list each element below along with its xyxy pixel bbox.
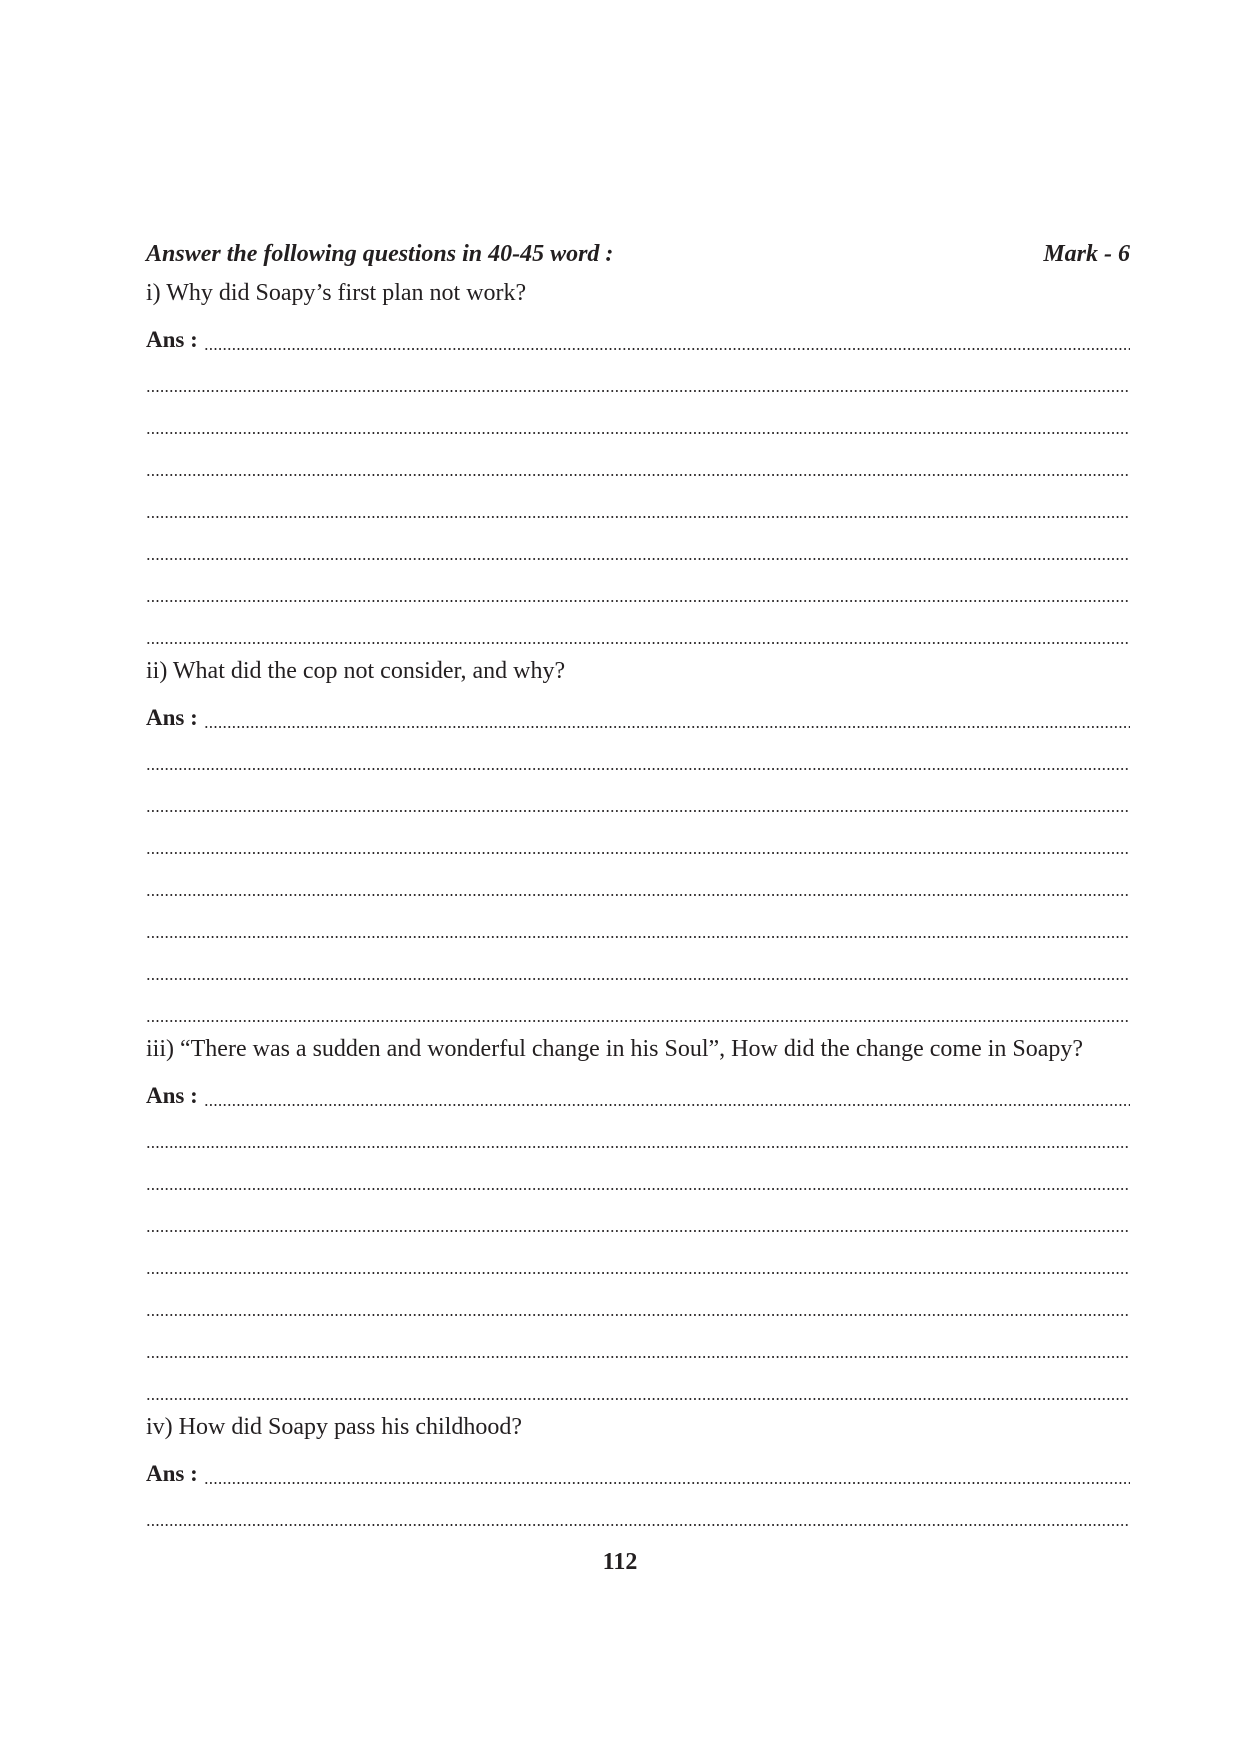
- answer-line[interactable]: [146, 1112, 1130, 1154]
- answer-label: Ans :: [146, 1083, 198, 1108]
- dotted-answer-rule: [146, 894, 1130, 896]
- question-block: [146, 272, 1130, 650]
- dotted-answer-rule: [146, 1524, 1130, 1526]
- dotted-answer-rule: [146, 1314, 1130, 1316]
- dotted-answer-rule: [204, 348, 1130, 350]
- dotted-answer-rule: [146, 978, 1130, 980]
- answer-line[interactable]: [146, 692, 1130, 734]
- answer-line[interactable]: [146, 1280, 1130, 1322]
- answer-line[interactable]: [146, 734, 1130, 776]
- answer-line[interactable]: [146, 818, 1130, 860]
- question-text: iv) How did Soapy pass his childhood?: [146, 1414, 522, 1440]
- dotted-answer-rule: [146, 936, 1130, 938]
- instruction-heading: Answer the following questions in 40-45 word :: [146, 241, 614, 267]
- worksheet: [146, 236, 1130, 1532]
- question-text: iii) “There was a sudden and wonderful change in his Soul”, How did the change come in Soapy?: [146, 1036, 1084, 1062]
- dotted-answer-rule: [146, 1272, 1130, 1274]
- question-block: [146, 1406, 1130, 1532]
- section-header: [146, 236, 1130, 272]
- dotted-answer-rule: [146, 852, 1130, 854]
- answer-line[interactable]: [146, 1154, 1130, 1196]
- dotted-answer-rule: [146, 810, 1130, 812]
- marks-label: Mark - 6: [1043, 241, 1130, 267]
- answer-line[interactable]: [146, 1448, 1130, 1490]
- answer-label: Ans :: [146, 327, 198, 352]
- question-list: [146, 272, 1130, 1532]
- dotted-answer-rule: [204, 1482, 1130, 1484]
- answer-label: Ans :: [146, 1461, 198, 1486]
- dotted-answer-rule: [146, 768, 1130, 770]
- answer-line[interactable]: [146, 566, 1130, 608]
- answer-line[interactable]: [146, 944, 1130, 986]
- answer-line[interactable]: [146, 902, 1130, 944]
- answer-line[interactable]: [146, 1364, 1130, 1406]
- answer-line[interactable]: [146, 860, 1130, 902]
- question-block: [146, 650, 1130, 1028]
- question-block: [146, 1028, 1130, 1406]
- dotted-answer-rule: [146, 642, 1130, 644]
- dotted-answer-rule: [146, 1146, 1130, 1148]
- answer-line[interactable]: [146, 440, 1130, 482]
- answer-line[interactable]: [146, 608, 1130, 650]
- dotted-answer-rule: [146, 600, 1130, 602]
- dotted-answer-rule: [146, 474, 1130, 476]
- dotted-answer-rule: [146, 558, 1130, 560]
- answer-line[interactable]: [146, 398, 1130, 440]
- answer-line[interactable]: [146, 524, 1130, 566]
- page-number: 112: [602, 1549, 638, 1575]
- answer-line[interactable]: [146, 776, 1130, 818]
- dotted-answer-rule: [146, 390, 1130, 392]
- dotted-answer-rule: [146, 516, 1130, 518]
- answer-line[interactable]: [146, 1196, 1130, 1238]
- dotted-answer-rule: [146, 1230, 1130, 1232]
- dotted-answer-rule: [146, 1188, 1130, 1190]
- answer-line[interactable]: [146, 1322, 1130, 1364]
- answer-line[interactable]: [146, 1490, 1130, 1532]
- answer-label: Ans :: [146, 705, 198, 730]
- question-text: ii) What did the cop not consider, and why?: [146, 658, 566, 684]
- dotted-answer-rule: [146, 1398, 1130, 1400]
- answer-line[interactable]: [146, 482, 1130, 524]
- dotted-answer-rule: [204, 726, 1130, 728]
- dotted-answer-rule: [146, 1356, 1130, 1358]
- answer-line[interactable]: [146, 314, 1130, 356]
- answer-line[interactable]: [146, 1238, 1130, 1280]
- dotted-answer-rule: [146, 432, 1130, 434]
- answer-line[interactable]: [146, 356, 1130, 398]
- answer-line[interactable]: [146, 1070, 1130, 1112]
- dotted-answer-rule: [146, 1020, 1130, 1022]
- answer-line[interactable]: [146, 986, 1130, 1028]
- question-text: i) Why did Soapy’s first plan not work?: [146, 280, 527, 306]
- dotted-answer-rule: [204, 1104, 1130, 1106]
